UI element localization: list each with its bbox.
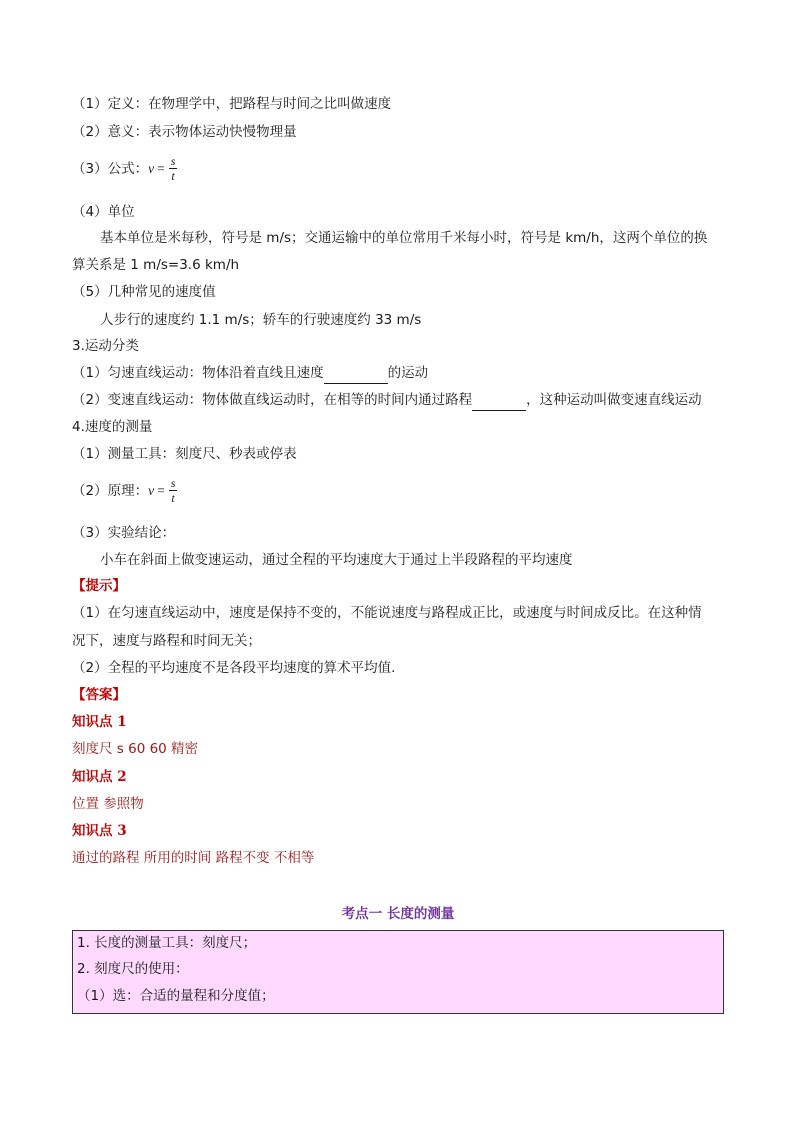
tip-1a: （1）在匀速直线运动中，速度是保持不变的，不能说速度与路程成正比，或速度与时间成反比。在这种情 [72, 605, 702, 621]
formula-numerator: s [170, 154, 176, 168]
conclusion-label: （3）实验结论： [72, 525, 176, 541]
tip-1b: 况下，速度与路程和时间无关； [72, 633, 261, 649]
meaning-line: （2）意义：表示物体运动快慢物理量 [72, 124, 297, 140]
unit-text-2: 算关系是 1 m/s=3.6 km/h [72, 257, 240, 273]
formula-fraction [169, 154, 178, 183]
box-line-3: （1）选：合适的量程和分度值； [77, 988, 275, 1004]
tip-2: （2）全程的平均速度不是各段平均速度的算术平均值. [72, 660, 396, 676]
common-values-label: （5）几种常见的速度值 [72, 284, 216, 300]
answer-title: 【答案】 [72, 687, 126, 703]
principle-formula [148, 476, 177, 505]
formula-line [72, 154, 177, 183]
unit-text-1: 基本单位是米每秒，符号是 m/s；交通运输中的单位常用千米每小时，符号是 km/h，这两个单位的换 [100, 230, 708, 246]
unit-label: （4）单位 [72, 204, 135, 220]
box-line-1: 1. 长度的测量工具：刻度尺； [77, 935, 257, 951]
box-line-2: 2. 刻度尺的使用： [77, 961, 189, 977]
conclusion-text: 小车在斜面上做变速运动，通过全程的平均速度大于通过上半段路程的平均速度 [100, 552, 573, 568]
tip-title: 【提示】 [72, 578, 126, 594]
variable-motion-line [72, 390, 702, 411]
knowledge-point-1: 知识点 1 [72, 714, 127, 730]
speed-measurement-title: 4.速度的测量 [72, 419, 153, 435]
formula-label: （3）公式： [72, 160, 149, 177]
principle-denominator: t [171, 491, 175, 505]
variable-blank [472, 390, 526, 411]
knowledge-point-3-answer: 通过的路程 所用的时间 路程不变 不相等 [72, 850, 315, 866]
knowledge-point-3: 知识点 3 [72, 823, 127, 839]
speed-formula [148, 154, 177, 183]
common-values-text: 人步行的速度约 1.1 m/s；轿车的行驶速度约 33 m/s [100, 312, 422, 328]
tools-line: （1）测量工具：刻度尺、秒表或停表 [72, 446, 297, 462]
formula-v: v [148, 160, 155, 176]
uniform-motion-text: （1）匀速直线运动：物体沿着直线且速度 [72, 365, 324, 381]
knowledge-point-2: 知识点 2 [72, 769, 127, 785]
formula-denominator: t [171, 169, 175, 183]
definition-line: （1）定义：在物理学中，把路程与时间之比叫做速度 [72, 96, 392, 112]
principle-label: （2）原理： [72, 482, 149, 499]
motion-classification-title: 3.运动分类 [72, 338, 139, 354]
exam-point-box [72, 930, 724, 1014]
principle-numerator: s [170, 476, 176, 490]
knowledge-point-1-answer: 刻度尺 s 60 60 精密 [72, 741, 199, 757]
principle-v: v [148, 482, 155, 498]
principle-line [72, 476, 177, 505]
uniform-motion-line [72, 363, 428, 384]
uniform-blank [324, 363, 388, 384]
variable-motion-text: （2）变速直线运动：物体做直线运动时，在相等的时间内通过路程 [72, 392, 473, 408]
formula-eq: = [157, 160, 165, 176]
principle-eq: = [157, 482, 165, 498]
variable-motion-tail: ，这种运动叫做变速直线运动 [526, 392, 702, 408]
knowledge-point-2-answer: 位置 参照物 [72, 796, 144, 812]
principle-fraction [169, 476, 178, 505]
exam-point-title: 考点一 长度的测量 [341, 906, 455, 922]
uniform-motion-tail: 的运动 [387, 365, 429, 381]
